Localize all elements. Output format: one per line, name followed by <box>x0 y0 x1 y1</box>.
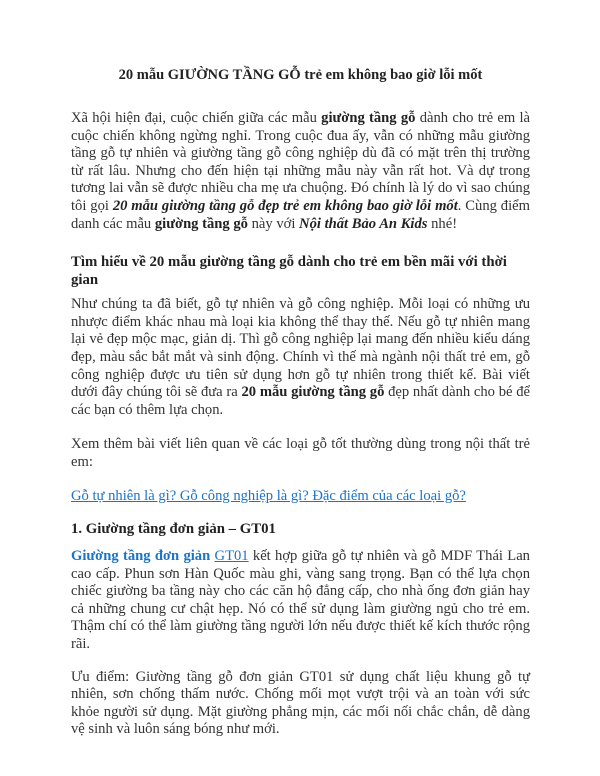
see-more-paragraph: Xem thêm bài viết liên quan về các loại gỗ tốt thường dùng trong nội thất trẻ em: <box>71 436 530 470</box>
product-name-lead: Giường tầng đơn giản <box>71 548 215 565</box>
related-article-link[interactable]: Gỗ tự nhiên là gì? Gỗ công nghiệp là gì? Đặc điểm của các loại gỗ? <box>71 487 466 504</box>
intro-brand-name: Nội thất Bảo An Kids <box>299 215 428 232</box>
intro-bold-2: giường tầng gỗ <box>154 215 248 232</box>
page-title: 20 mẫu GIƯỜNG TẦNG GỖ trẻ em không bao giờ lỗi mốt <box>118 67 483 83</box>
intro-text-5: nhé! <box>427 215 458 232</box>
section-heading: Tìm hiểu về 20 mẫu giường tầng gỗ dành cho trẻ em bền mãi với thời gian <box>71 254 507 289</box>
advantages-paragraph: Ưu điểm: Giường tầng gỗ đơn giản GT01 sử dụng chất liệu khung gỗ tự nhiên, sơn chống thấm nước. Chống mối mọt vượt trội và an toàn với sức khỏe người sử dụng. Mặt giường phẳng mịn, các mối nối chắc chắn, dễ dàng vệ sinh và luôn sáng bóng như mới. <box>71 668 530 738</box>
intro-text-2: dành cho trẻ em là cuộc chiến không ngừng nghỉ. Trong cuộc đua ấy, vẫn có những mẫu giường tầng gỗ tự nhiên và giường tầng gỗ công nghiệp dù đã có mặt trên thị trường từ rất lâu. Nhưng cho đến hiện tại những mẫu này vẫn rất hot. Và dự trong tương lai vẫn sẽ được nhiều cha mẹ ưa chuộng. Đó chính là lý do vì sao chúng tôi gọi <box>71 110 530 214</box>
para2-text-1: Như chúng ta đã biết, gỗ tự nhiên và gỗ công nghiệp. Mỗi loại có những ưu nhược điểm khác nhau mà loại kia không thể thay thế. Nếu gỗ tự nhiên mang lại vẻ đẹp mộc mạc, giản dị. Thì gỗ công nghiệp lại mang đến nhiều kiểu dáng đẹp, màu sắc bắt mắt và sinh động. Chính vì thế mà ngành nội thất trẻ em, gỗ công nghiệp được ưu tiên sử dụng hơn gỗ tự nhiên trong thiết kế. Bài viết dưới đây chúng tôi sẽ đưa ra <box>71 296 530 401</box>
intro-paragraph <box>71 110 530 233</box>
para2-text-2: đẹp nhất dành cho bé để các bạn có thêm lựa chọn. <box>71 384 530 418</box>
para2-bold: 20 mẫu giường tầng gỗ <box>241 384 385 401</box>
product-code-link[interactable]: GT01 <box>214 548 249 565</box>
product-heading: 1. Giường tầng đơn giản – GT01 <box>71 521 276 538</box>
wood-types-paragraph <box>71 296 530 419</box>
intro-text-3: . Cùng điểm danh các mẫu <box>71 197 530 232</box>
intro-bold-italic-1: 20 mẫu giường tầng gỗ đẹp trẻ em không bao giờ lỗi mốt <box>112 197 458 214</box>
related-link-line <box>71 488 530 506</box>
intro-bold-1: giường tầng gỗ <box>321 110 416 126</box>
intro-text-1: Xã hội hiện đại, cuộc chiến giữa các mẫu <box>71 110 322 126</box>
product-description-text: kết hợp giữa gỗ tự nhiên và gỗ MDF Thái Lan cao cấp. Phun sơn Hàn Quốc màu ghi, vàng sang trọng. Bạn có thể lựa chọn chiếc giường ba tầng này cho các căn hộ đẳng cấp, cho nhà ống đơn giản hay cả những chung cư chật hẹp. Nó có thể sử dụng làm giường ngủ cho trẻ em. Thậm chí có thể làm giường tầng người lớn nếu được thiết kế kích thước rộng rãi. <box>71 548 530 653</box>
product-description-paragraph <box>71 548 530 654</box>
intro-text-4: này với <box>247 215 300 232</box>
